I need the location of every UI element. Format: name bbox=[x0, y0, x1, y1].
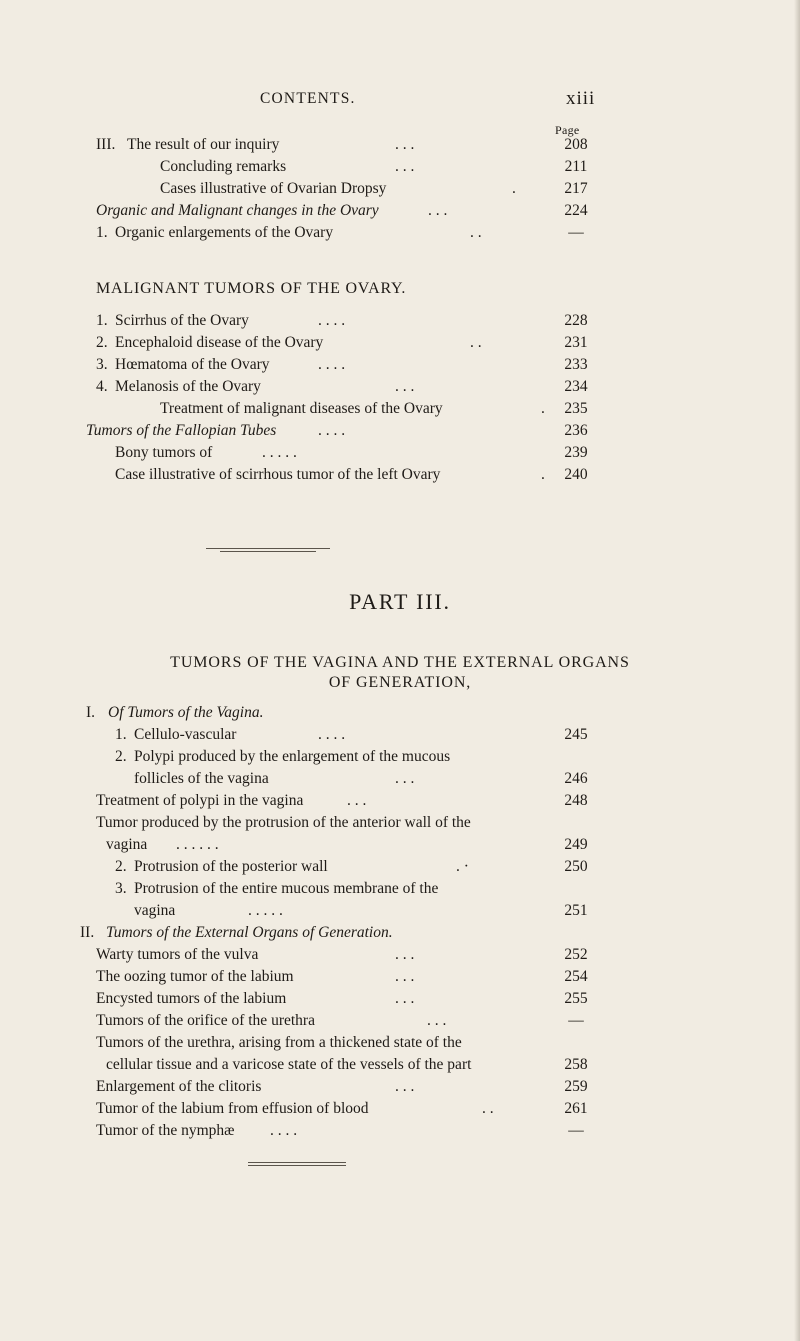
entry-text: Cases illustrative of Ovarian Dropsy bbox=[160, 180, 387, 197]
entry-text: Concluding remarks bbox=[160, 158, 287, 175]
entry-text: Polypi produced by the enlargement of the mucous bbox=[134, 748, 451, 765]
entry-text: Organic enlargements of the Ovary bbox=[115, 224, 334, 241]
toc-entry bbox=[0, 1098, 800, 1120]
entry-page: 236 bbox=[564, 422, 588, 439]
entry-text: Melanosis of the Ovary bbox=[115, 378, 261, 395]
closing-rule bbox=[248, 1162, 346, 1163]
entry-page: 240 bbox=[564, 466, 588, 483]
dot-leader: . . . bbox=[395, 990, 415, 1007]
entry-number: 2. bbox=[96, 334, 108, 351]
entry-page: 224 bbox=[564, 202, 588, 219]
section-divider-rule bbox=[220, 551, 316, 552]
entry-page: — bbox=[568, 224, 584, 241]
dot-leader: . · bbox=[456, 858, 469, 875]
entry-page: 211 bbox=[564, 158, 588, 175]
entry-text: Protrusion of the posterior wall bbox=[134, 858, 328, 875]
toc-entry bbox=[0, 746, 800, 768]
dot-leader: . bbox=[541, 466, 545, 483]
dot-leader: . . . bbox=[395, 770, 415, 787]
part-title: PART III. bbox=[349, 589, 451, 614]
entry-page: 217 bbox=[564, 180, 588, 197]
toc-entry bbox=[0, 178, 800, 200]
dot-leader: . . . . bbox=[318, 356, 346, 373]
toc-entry bbox=[0, 1120, 800, 1142]
dot-leader: . . . bbox=[347, 792, 367, 809]
dot-leader: . . . . bbox=[318, 726, 346, 743]
toc-entry bbox=[0, 222, 800, 244]
entry-page: 228 bbox=[564, 312, 588, 329]
entry-text: Treatment of malignant diseases of the Ovary bbox=[160, 400, 443, 417]
entry-number: 3. bbox=[115, 880, 127, 897]
entry-number: 2. bbox=[115, 748, 127, 765]
toc-subheading bbox=[0, 702, 800, 724]
entry-text: Tumor produced by the protrusion of the anterior wall of the bbox=[96, 814, 471, 831]
entry-number: 1. bbox=[96, 224, 108, 241]
running-head bbox=[0, 90, 800, 114]
entry-number: III. bbox=[96, 136, 116, 153]
dot-leader: . . . . . bbox=[262, 444, 297, 461]
entry-text: Warty tumors of the vulva bbox=[96, 946, 259, 963]
dot-leader: . . . bbox=[427, 1012, 447, 1029]
section-heading-malignant: MALIGNANT TUMORS OF THE OVARY. bbox=[96, 280, 407, 297]
entry-text: Encephaloid disease of the Ovary bbox=[115, 334, 324, 351]
dot-leader: . . bbox=[470, 334, 482, 351]
entry-page: 231 bbox=[564, 334, 588, 351]
toc-entry bbox=[0, 156, 800, 178]
dot-leader: . . . . bbox=[318, 312, 346, 329]
toc-entry bbox=[0, 834, 800, 856]
entry-text: Tumors of the urethra, arising from a thickened state of the bbox=[96, 1034, 462, 1051]
entry-text: Tumors of the Fallopian Tubes bbox=[86, 422, 277, 439]
toc-entry bbox=[0, 332, 800, 354]
toc-entry bbox=[0, 724, 800, 746]
entry-number: 3. bbox=[96, 356, 108, 373]
toc-entry bbox=[0, 1010, 800, 1032]
entry-number: 1. bbox=[96, 312, 108, 329]
entry-text: The oozing tumor of the labium bbox=[96, 968, 294, 985]
dot-leader: . . . bbox=[428, 202, 448, 219]
running-head-page-number: xiii bbox=[566, 88, 596, 109]
toc-entry bbox=[0, 878, 800, 900]
dot-leader: . . . . bbox=[318, 422, 346, 439]
entry-text: vagina bbox=[134, 902, 176, 919]
page-edge-shadow bbox=[794, 0, 800, 1341]
entry-text: Cellulo-vascular bbox=[134, 726, 237, 743]
part-subtitle-line-1: TUMORS OF THE VAGINA AND THE EXTERNAL ORGANS bbox=[170, 654, 630, 671]
entry-text: Organic and Malignant changes in the Ovary bbox=[96, 202, 379, 219]
entry-page: 252 bbox=[564, 946, 588, 963]
entry-text: Scirrhus of the Ovary bbox=[115, 312, 249, 329]
entry-page: 249 bbox=[564, 836, 588, 853]
entry-text: Enlargement of the clitoris bbox=[96, 1078, 262, 1095]
dot-leader: . . bbox=[482, 1100, 494, 1117]
toc-entry bbox=[0, 200, 800, 222]
dot-leader: . . . bbox=[395, 1078, 415, 1095]
dot-leader: . bbox=[541, 400, 545, 417]
toc-entry bbox=[0, 768, 800, 790]
entry-text: Of Tumors of the Vagina. bbox=[108, 704, 264, 721]
toc-entry bbox=[0, 442, 800, 464]
toc-entry bbox=[0, 966, 800, 988]
toc-entry bbox=[0, 1076, 800, 1098]
entry-page: 234 bbox=[564, 378, 588, 395]
toc-entry bbox=[0, 1054, 800, 1076]
entry-page: 254 bbox=[564, 968, 588, 985]
toc-entry bbox=[0, 944, 800, 966]
entry-page: 245 bbox=[564, 726, 588, 743]
entry-page: 255 bbox=[564, 990, 588, 1007]
entry-page: — bbox=[568, 1012, 584, 1029]
section-divider-rule bbox=[206, 548, 330, 549]
entry-text: Tumors of the External Organs of Generation. bbox=[106, 924, 393, 941]
entry-text: Tumors of the orifice of the urethra bbox=[96, 1012, 315, 1029]
entry-page: 235 bbox=[564, 400, 588, 417]
dot-leader: . . . bbox=[395, 968, 415, 985]
entry-text: Encysted tumors of the labium bbox=[96, 990, 287, 1007]
entry-number: 1. bbox=[115, 726, 127, 743]
entry-text: The result of our inquiry bbox=[127, 136, 280, 153]
entry-text: cellular tissue and a varicose state of the vessels of the part bbox=[106, 1056, 472, 1073]
entry-text: follicles of the vagina bbox=[134, 770, 269, 787]
entry-text: Treatment of polypi in the vagina bbox=[96, 792, 304, 809]
entry-text: Bony tumors of bbox=[115, 444, 213, 461]
entry-number: 4. bbox=[96, 378, 108, 395]
toc-entry bbox=[0, 464, 800, 486]
toc-entry bbox=[0, 790, 800, 812]
dot-leader: . . . bbox=[395, 158, 415, 175]
dot-leader: . bbox=[512, 180, 516, 197]
entry-page: 258 bbox=[564, 1056, 588, 1073]
toc-entry bbox=[0, 988, 800, 1010]
entry-page: 250 bbox=[564, 858, 588, 875]
entry-text: Hœmatoma of the Ovary bbox=[115, 356, 270, 373]
entry-page: — bbox=[568, 1122, 584, 1139]
dot-leader: . . . bbox=[395, 136, 415, 153]
toc-entry bbox=[0, 354, 800, 376]
entry-page: 261 bbox=[564, 1100, 588, 1117]
dot-leader: . . . . . . bbox=[176, 836, 219, 853]
entry-text: Case illustrative of scirrhous tumor of the left Ovary bbox=[115, 466, 441, 483]
toc-entry bbox=[0, 856, 800, 878]
running-head-title: CONTENTS. bbox=[260, 90, 356, 107]
toc-entry bbox=[0, 420, 800, 442]
entry-text: Tumor of the labium from effusion of blood bbox=[96, 1100, 369, 1117]
toc-entry bbox=[0, 812, 800, 834]
dot-leader: . . . . . bbox=[248, 902, 283, 919]
dot-leader: . . . . bbox=[270, 1122, 298, 1139]
toc-entry bbox=[0, 900, 800, 922]
dot-leader: . . . bbox=[395, 946, 415, 963]
entry-page: 208 bbox=[564, 136, 588, 153]
entry-number: I. bbox=[86, 704, 96, 721]
entry-page: 248 bbox=[564, 792, 588, 809]
dot-leader: . . bbox=[470, 224, 482, 241]
entry-text: Protrusion of the entire mucous membrane of the bbox=[134, 880, 439, 897]
toc-entry bbox=[0, 398, 800, 420]
entry-number: 2. bbox=[115, 858, 127, 875]
entry-text: Tumor of the nymphæ bbox=[96, 1122, 235, 1139]
entry-page: 239 bbox=[564, 444, 588, 461]
entry-number: II. bbox=[80, 924, 95, 941]
page-column-label: Page bbox=[555, 123, 580, 137]
toc-entry bbox=[0, 1032, 800, 1054]
dot-leader: . . . bbox=[395, 378, 415, 395]
entry-page: 251 bbox=[564, 902, 588, 919]
toc-subheading bbox=[0, 922, 800, 944]
part-subtitle-line-2: OF GENERATION, bbox=[328, 674, 472, 691]
entry-page: 259 bbox=[564, 1078, 588, 1095]
entry-text: vagina bbox=[106, 836, 148, 853]
toc-entry bbox=[0, 134, 800, 156]
toc-entry bbox=[0, 376, 800, 398]
toc-entry bbox=[0, 310, 800, 332]
closing-rule bbox=[248, 1165, 346, 1166]
entry-page: 233 bbox=[564, 356, 588, 373]
entry-page: 246 bbox=[564, 770, 588, 787]
